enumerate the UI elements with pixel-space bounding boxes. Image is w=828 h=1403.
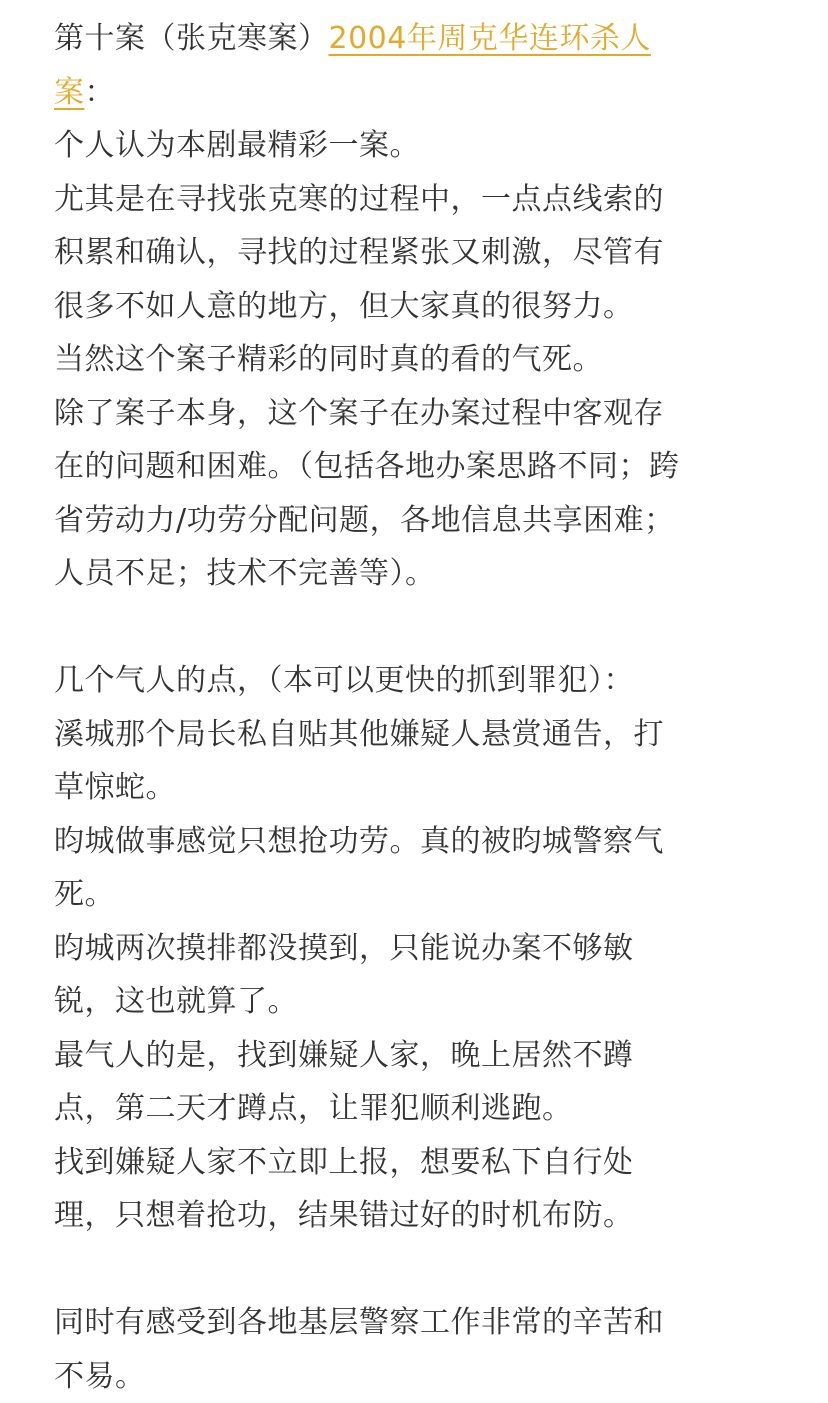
heading-suffix: ： [85, 75, 116, 110]
paragraph-line: 几个气人的点，（本可以更快的抓到罪犯）： [54, 654, 774, 708]
paragraph-line: 个人认为本剧最精彩一案。 [54, 119, 774, 173]
heading-line-continued [54, 66, 774, 120]
paragraph-line: 当然这个案子精彩的同时真的看的气死。 [54, 333, 774, 387]
case-link[interactable]: 2004年周克华连环杀人 [329, 21, 651, 56]
article-body [54, 12, 774, 1403]
case-link-continued[interactable]: 案 [54, 75, 85, 110]
paragraph-line: 除了案子本身，这个案子在办案过程中客观存 [54, 387, 774, 441]
paragraph-line: 同时有感受到各地基层警察工作非常的辛苦和 [54, 1296, 774, 1350]
paragraph-line: 锐，这也就算了。 [54, 975, 774, 1029]
paragraph-line: 昀城做事感觉只想抢功劳。真的被昀城警察气 [54, 815, 774, 869]
heading-prefix: 第十案（张克寒案） [54, 21, 329, 56]
paragraph-spacer [54, 601, 774, 655]
paragraph-line: 昀城两次摸排都没摸到，只能说办案不够敏 [54, 922, 774, 976]
paragraph-line: 最气人的是，找到嫌疑人家，晚上居然不蹲 [54, 1029, 774, 1083]
heading-line [54, 12, 774, 66]
paragraph-line: 在的问题和困难。（包括各地办案思路不同；跨 [54, 440, 774, 494]
paragraph-line: 省劳动力/功劳分配问题，各地信息共享困难； [54, 494, 774, 548]
paragraph-line: 找到嫌疑人家不立即上报，想要私下自行处 [54, 1136, 774, 1190]
paragraph-line: 点，第二天才蹲点，让罪犯顺利逃跑。 [54, 1082, 774, 1136]
paragraph-line: 溪城那个局长私自贴其他嫌疑人悬赏通告，打 [54, 708, 774, 762]
paragraph-spacer [54, 1243, 774, 1297]
paragraph-line: 人员不足；技术不完善等）。 [54, 547, 774, 601]
paragraph-line: 积累和确认，寻找的过程紧张又刺激，尽管有 [54, 226, 774, 280]
paragraph-line: 尤其是在寻找张克寒的过程中，一点点线索的 [54, 173, 774, 227]
paragraph-line: 很多不如人意的地方，但大家真的很努力。 [54, 280, 774, 334]
paragraph-line: 理，只想着抢功，结果错过好的时机布防。 [54, 1189, 774, 1243]
paragraph-line: 死。 [54, 868, 774, 922]
paragraph-line: 草惊蛇。 [54, 761, 774, 815]
paragraph-line: 不易。 [54, 1350, 774, 1403]
